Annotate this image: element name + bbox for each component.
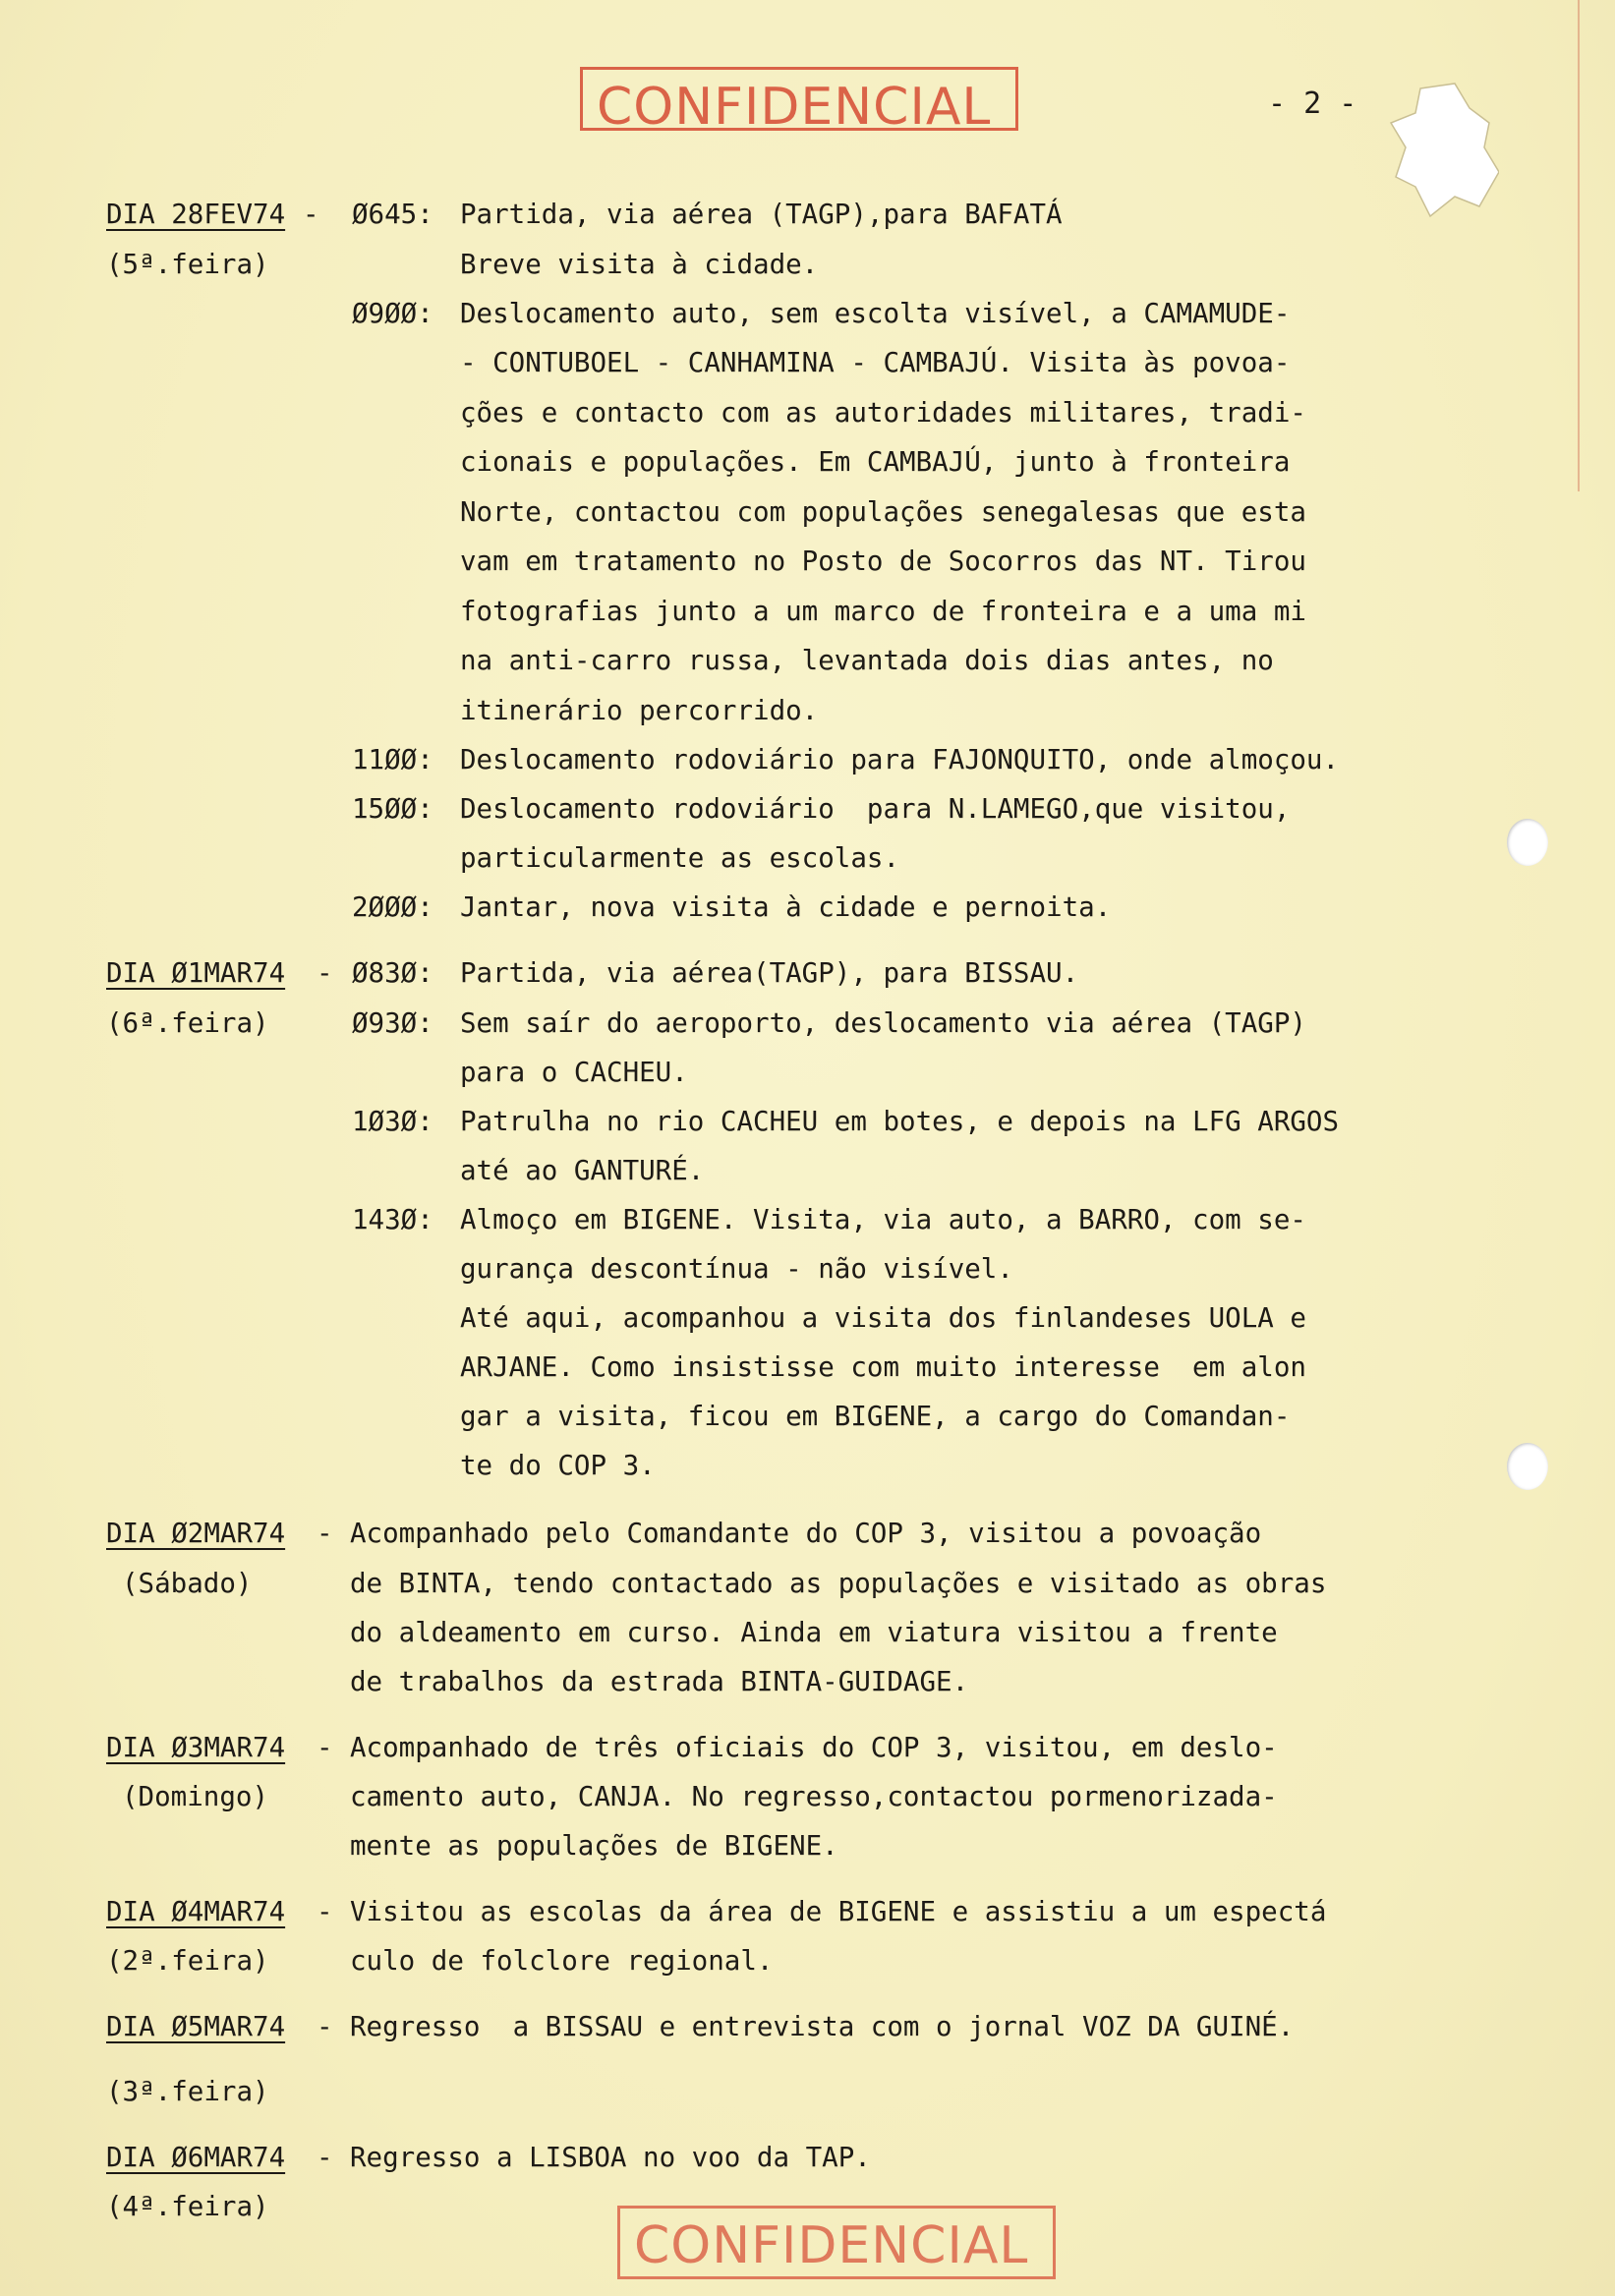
time-label: Ø9ØØ: <box>352 298 433 329</box>
entry-text-line: culo de folclore regional. <box>350 1945 774 1977</box>
time-label: 15ØØ: <box>352 793 433 825</box>
entry-text-line: vam em tratamento no Posto de Socorros das NT. Tirou <box>460 545 1306 577</box>
entry-text-line: fotografias junto a um marco de fronteira e a uma mi <box>460 596 1306 627</box>
entry-text-line: particularmente as escolas. <box>460 842 900 874</box>
entry-text-line: Acompanhado pelo Comandante do COP 3, visitou a povoação <box>350 1518 1262 1549</box>
day-label: DIA Ø6MAR74 <box>106 2142 286 2173</box>
weekday-label: (2ª.feira) <box>106 1945 269 1977</box>
dash: - <box>317 1732 333 1763</box>
entry-text-line: para o CACHEU. <box>460 1057 688 1088</box>
time-label: Ø93Ø: <box>352 1007 433 1039</box>
entry-text-line: até ao GANTURÉ. <box>460 1155 705 1186</box>
entry-text-line: Sem saír do aeroporto, deslocamento via aérea (TAGP) <box>460 1007 1306 1039</box>
confidential-stamp-bottom: CONFIDENCIAL <box>617 2206 1056 2279</box>
entry-text-line: Breve visita à cidade. <box>460 249 819 280</box>
time-label: 2ØØØ: <box>352 891 433 923</box>
entry-text-line: te do COP 3. <box>460 1450 656 1481</box>
day-label: DIA Ø4MAR74 <box>106 1896 286 1927</box>
paper-edge-mark <box>1578 0 1580 491</box>
entry-text-line: Almoço em BIGENE. Visita, via auto, a BARRO, com se- <box>460 1204 1306 1235</box>
weekday-label: (4ª.feira) <box>106 2191 269 2222</box>
time-label: Ø645: <box>352 199 433 230</box>
entry-text-line: Regresso a LISBOA no voo da TAP. <box>350 2142 871 2173</box>
entry-text-line: de BINTA, tendo contactado as populações e visitado as obras <box>350 1568 1327 1599</box>
dash: - <box>317 957 333 989</box>
dash: - <box>317 1518 333 1549</box>
entry-text-line: gurança descontínua - não visível. <box>460 1253 1013 1285</box>
day-label: DIA Ø5MAR74 <box>106 2011 286 2042</box>
weekday-label: (3ª.feira) <box>106 2076 269 2107</box>
torn-corner-icon <box>1361 79 1499 226</box>
day-label: DIA Ø3MAR74 <box>106 1732 286 1763</box>
weekday-label: (6ª.feira) <box>106 1007 269 1039</box>
entry-text-line: Regresso a BISSAU e entrevista com o jornal VOZ DA GUINÉ. <box>350 2011 1295 2042</box>
weekday-label: (Domingo) <box>122 1781 269 1812</box>
time-label: 143Ø: <box>352 1204 433 1235</box>
entry-text-line: Deslocamento auto, sem escolta visível, a CAMAMUDE- <box>460 298 1291 329</box>
entry-text-line: ções e contacto com as autoridades militares, tradi- <box>460 397 1306 429</box>
weekday-label: (5ª.feira) <box>106 249 269 280</box>
time-label: Ø83Ø: <box>352 957 433 989</box>
entry-text-line: Até aqui, acompanhou a visita dos finlandeses UOLA e <box>460 1302 1306 1334</box>
entry-text-line: itinerário percorrido. <box>460 695 819 726</box>
entry-text-line: Visitou as escolas da área de BIGENE e assistiu a um espectá <box>350 1896 1327 1927</box>
time-label: 11ØØ: <box>352 744 433 775</box>
entry-text-line: Patrulha no rio CACHEU em botes, e depois na LFG ARGOS <box>460 1106 1340 1137</box>
entry-text-line: Partida, via aérea (TAGP),para BAFATÁ <box>460 199 1063 230</box>
confidential-stamp-top: CONFIDENCIAL <box>580 67 1018 131</box>
dash: - <box>317 1896 333 1927</box>
dash: - <box>317 2011 333 2042</box>
entry-text-line: Deslocamento rodoviário para FAJONQUITO, onde almoçou. <box>460 744 1340 775</box>
entry-text-line: mente as populações de BIGENE. <box>350 1830 838 1862</box>
dash: - <box>303 199 319 230</box>
entry-text-line: - CONTUBOEL - CANHAMINA - CAMBAJÚ. Visita às povoa- <box>460 347 1291 378</box>
dash: - <box>317 2142 333 2173</box>
entry-text-line: camento auto, CANJA. No regresso,contactou pormenorizada- <box>350 1781 1278 1812</box>
punch-hole <box>1507 1443 1548 1490</box>
time-label: 1Ø3Ø: <box>352 1106 433 1137</box>
entry-text-line: Acompanhado de três oficiais do COP 3, visitou, em deslo- <box>350 1732 1278 1763</box>
entry-text-line: Norte, contactou com populações senegalesas que esta <box>460 496 1306 528</box>
entry-text-line: gar a visita, ficou em BIGENE, a cargo do Comandan- <box>460 1401 1291 1432</box>
entry-text-line: cionais e populações. Em CAMBAJÚ, junto à fronteira <box>460 446 1291 478</box>
day-label: DIA 28FEV74 <box>106 199 286 230</box>
page-number: - 2 - <box>1268 86 1357 121</box>
day-label: DIA Ø1MAR74 <box>106 957 286 989</box>
entry-text-line: ARJANE. Como insistisse com muito interesse em alon <box>460 1351 1306 1383</box>
entry-text-line: na anti-carro russa, levantada dois dias antes, no <box>460 645 1274 676</box>
punch-hole <box>1507 819 1548 866</box>
entry-text-line: Partida, via aérea(TAGP), para BISSAU. <box>460 957 1079 989</box>
entry-text-line: Deslocamento rodoviário para N.LAMEGO,que visitou, <box>460 793 1291 825</box>
entry-text-line: do aldeamento em curso. Ainda em viatura visitou a frente <box>350 1617 1278 1648</box>
entry-text-line: Jantar, nova visita à cidade e pernoita. <box>460 891 1112 923</box>
day-label: DIA Ø2MAR74 <box>106 1518 286 1549</box>
entry-text-line: de trabalhos da estrada BINTA-GUIDAGE. <box>350 1666 969 1697</box>
weekday-label: (Sábado) <box>122 1568 253 1599</box>
